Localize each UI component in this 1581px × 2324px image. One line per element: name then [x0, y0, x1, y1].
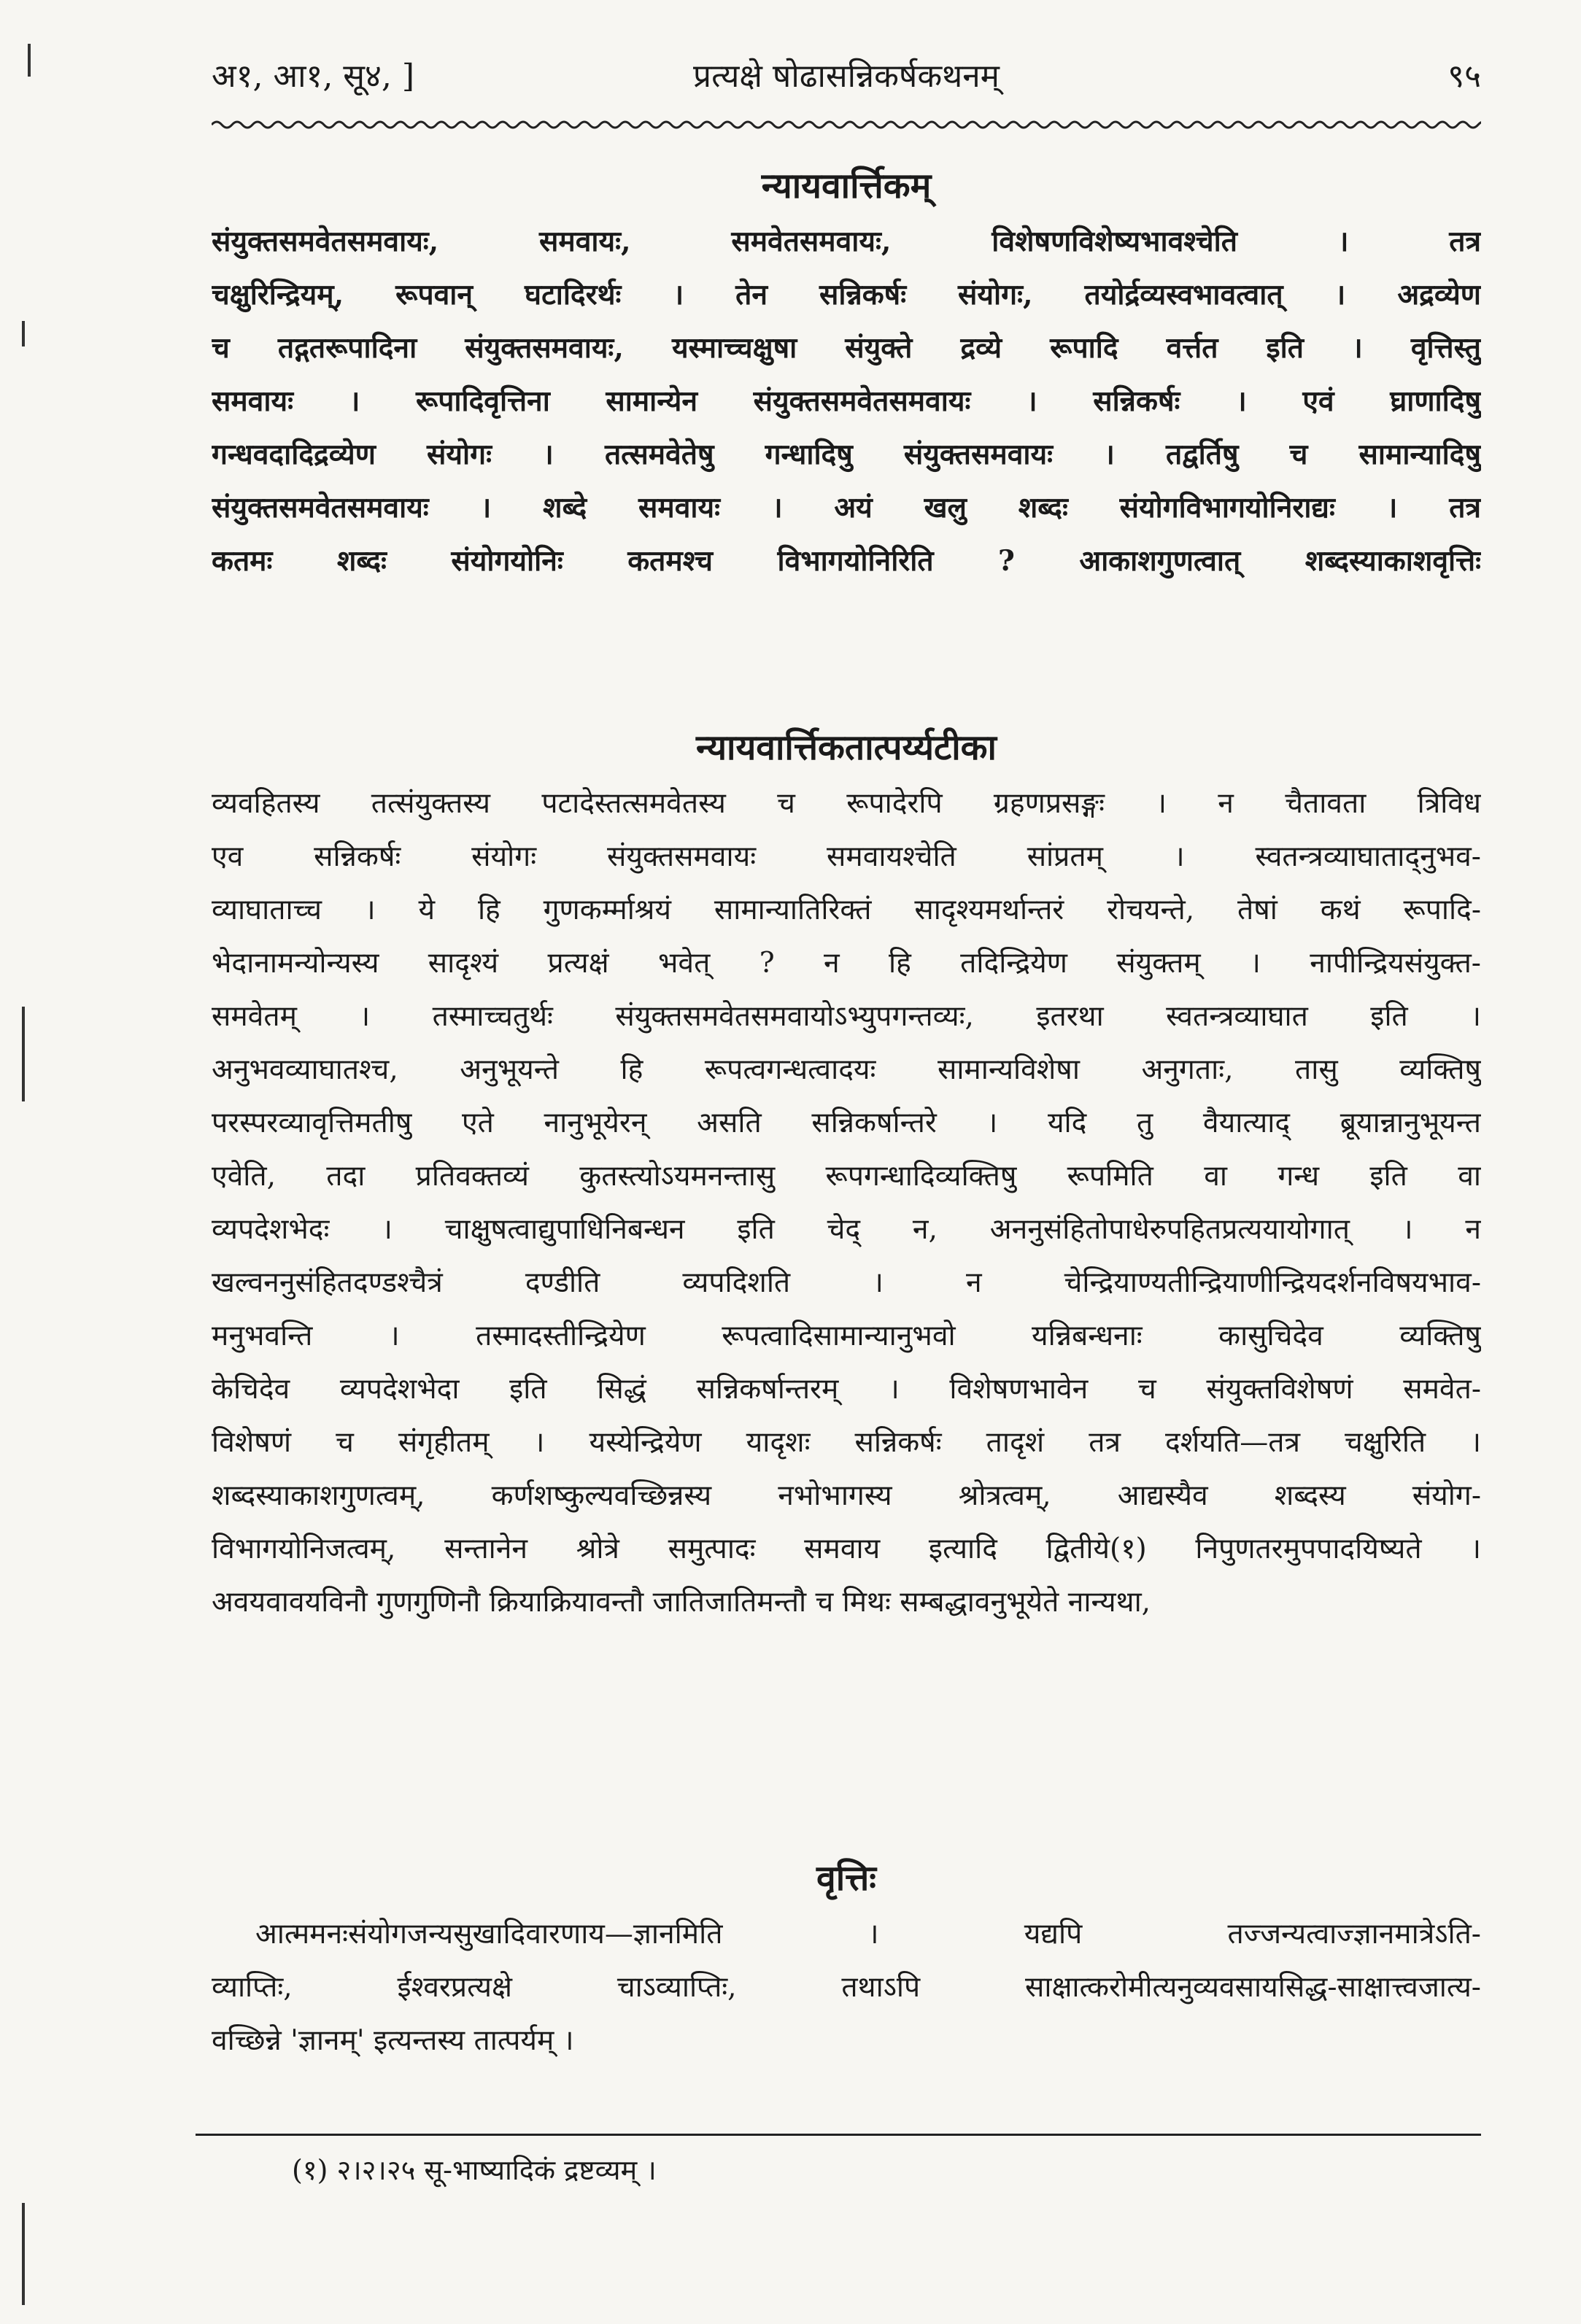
footnote-rule — [196, 2134, 1481, 2136]
text-line: वच्छिन्ने 'ज्ञानम्' इत्यन्तस्य तात्पर्यम् । — [212, 2024, 574, 2057]
text-line: भेदानामन्योन्यस्य सादृश्यं प्रत्यक्षं भवेत् ? न हि तदिन्द्रियेण संयुक्तम् । नापीन्द्रियसंयुक्त- — [212, 947, 1481, 980]
text-line: मनुभवन्ति । तस्मादस्तीन्द्रियेण रूपत्वादिसामान्यानुभवो यन्निबन्धनाः कासुचिदेव व्यक्तिषु — [212, 1320, 1481, 1352]
running-header — [212, 44, 1481, 109]
footnote: (१) २।२।२५ सू-भाष्यादिकं द्रष्टव्यम् । — [292, 2154, 657, 2186]
header-reference: अ१, आ१, सू४, ] — [212, 58, 415, 95]
text-line: संयुक्तसमवेतसमवायः, समवायः, समवेतसमवायः, विशेषणविशेष्यभावश्चेति । तत्र — [212, 225, 1481, 258]
section-tatparyatika — [212, 718, 1481, 1629]
margin-mark — [22, 321, 25, 346]
text-line: आत्ममनःसंयोगजन्यसुखादिवारणाय—ज्ञानमिति । यद्यपि तज्जन्यत्वाज्ज्ञानमात्रेऽति- — [255, 1918, 1481, 1951]
text-line: अनुभवव्याघातश्च, अनुभूयन्ते हि रूपत्वगन्धत्वादयः सामान्यविशेषा अनुगताः, तासु व्यक्तिषु — [212, 1053, 1481, 1086]
section-nyayavarttika — [212, 157, 1481, 588]
section-title: न्यायवार्त्तिकम् — [761, 166, 932, 206]
text-line: व्यपदेशभेदः । चाक्षुषत्वाद्युपाधिनिबन्धन इति चेद् न, अननुसंहितोपाधेरुपहितप्रत्ययायोगात् । न — [212, 1213, 1481, 1246]
section-body — [212, 1907, 1481, 2067]
text-line: खल्वननुसंहितदण्डश्चैत्रं दण्डीति व्यपदिशति । न चेन्द्रियाण्यतीन्द्रियाणीन्द्रियदर्शनविषयभाव- — [212, 1266, 1481, 1299]
text-line: केचिदेव व्यपदेशभेदा इति सिद्धं सन्निकर्षान्तरम् । विशेषणभावेन च संयुक्तविशेषणं समवेत- — [212, 1373, 1481, 1406]
section-vritti — [212, 1849, 1481, 2067]
header-title: प्रत्यक्षे षोढासन्निकर्षकथनम् — [693, 58, 1000, 95]
text-line: च तद्गतरूपादिना संयुक्तसमवायः, यस्माच्चक्षुषा संयुक्ते द्रव्ये रूपादि वर्त्तत इति । वृत्तिस्तु — [212, 331, 1481, 365]
text-line: व्याघाताच्च । ये हि गुणकर्म्माश्रयं सामान्यातिरिक्तं सादृश्यमर्थान्तरं रोचयन्ते, तेषां कथं रूपादि- — [212, 894, 1481, 926]
section-title: वृत्तिः — [816, 1858, 876, 1899]
section-body — [212, 215, 1481, 588]
wavy-divider — [212, 117, 1481, 133]
text-line: परस्परव्यावृत्तिमतीषु एते नानुभूयेरन् असति सन्निकर्षान्तरे । यदि तु वैयात्याद् ब्रूयान्नानुभूयन्त — [212, 1107, 1481, 1139]
text-line: शब्दस्याकाशगुणत्वम्, कर्णशष्कुल्यवच्छिन्नस्य नभोभागस्य श्रोत्रत्वम्, आद्यस्यैव शब्दस्य संयोग- — [212, 1479, 1481, 1512]
text-line: अवयवावयविनौ गुणगुणिनौ क्रियाक्रियावन्तौ जातिजातिमन्तौ च मिथः सम्बद्धावनुभूयेते नान्यथा, — [212, 1586, 1151, 1619]
text-line: एवेति, तदा प्रतिवक्तव्यं कुतस्त्योऽयमनन्तासु रूपगन्धादिव्यक्तिषु रूपमिति वा गन्ध इति वा — [212, 1160, 1481, 1193]
text-line: व्यवहितस्य तत्संयुक्तस्य पटादेस्तत्समवेतस्य च रूपादेरपि ग्रहणप्रसङ्गः । न चैतावता त्रिविध — [212, 787, 1481, 820]
text-line: समवेतम् । तस्माच्चतुर्थः संयुक्तसमवेतसमवायोऽभ्युपगन्तव्यः, इतरथा स्वतन्त्रव्याघात इति । — [212, 1000, 1481, 1033]
margin-mark — [22, 1007, 25, 1101]
section-body — [212, 777, 1481, 1629]
page-number: ९५ — [1447, 58, 1481, 95]
text-line: संयुक्तसमवेतसमवायः । शब्दे समवायः । अयं खलु शब्दः संयोगविभागयोनिराद्यः । तत्र — [212, 491, 1481, 524]
text-line: व्याप्तिः, ईश्वरप्रत्यक्षे चाऽव्याप्तिः, तथाऽपि साक्षात्करोमीत्यनुव्यवसायसिद्ध-साक्षात्त्वजात्य- — [212, 1971, 1481, 2004]
text-line: विशेषणं च संगृहीतम् । यस्येन्द्रियेण यादृशः सन्निकर्षः तादृशं तत्र दर्शयति—तत्र चक्षुरिति । — [212, 1426, 1481, 1459]
text-line: समवायः । रूपादिवृत्तिना सामान्येन संयुक्तसमवेतसमवायः । सन्निकर्षः । एवं घ्राणादिषु — [212, 384, 1481, 418]
text-line: गन्धवदादिद्रव्येण संयोगः । तत्समवेतेषु गन्धादिषु संयुक्तसमवायः । तद्वर्तिषु च सामान्यादिषु — [212, 438, 1481, 471]
text-line: कतमः शब्दः संयोगयोनिः कतमश्च विभागयोनिरिति ? आकाशगुणत्वात् शब्दस्याकाशवृत्तिः — [212, 544, 1481, 578]
margin-mark — [22, 2203, 25, 2305]
margin-mark — [28, 44, 31, 77]
text-line: चक्षुरिन्द्रियम्, रूपवान् घटादिरर्थः । तेन सन्निकर्षः संयोगः, तयोर्द्रव्यस्वभावत्वात् । अद्रव्येण — [212, 278, 1481, 311]
section-title: न्यायवार्त्तिकतात्पर्य्यटीका — [696, 727, 997, 768]
text-line: विभागयोनिजत्वम्, सन्तानेन श्रोत्रे समुत्पादः समवाय इत्यादि द्वितीये(१) निपुणतरमुपपादयिष्यते । — [212, 1533, 1481, 1565]
text-line: एव सन्निकर्षः संयोगः संयुक्तसमवायः समवायश्चेति सांप्रतम् । स्वतन्त्रव्याघाताद्नुभव- — [212, 840, 1481, 873]
